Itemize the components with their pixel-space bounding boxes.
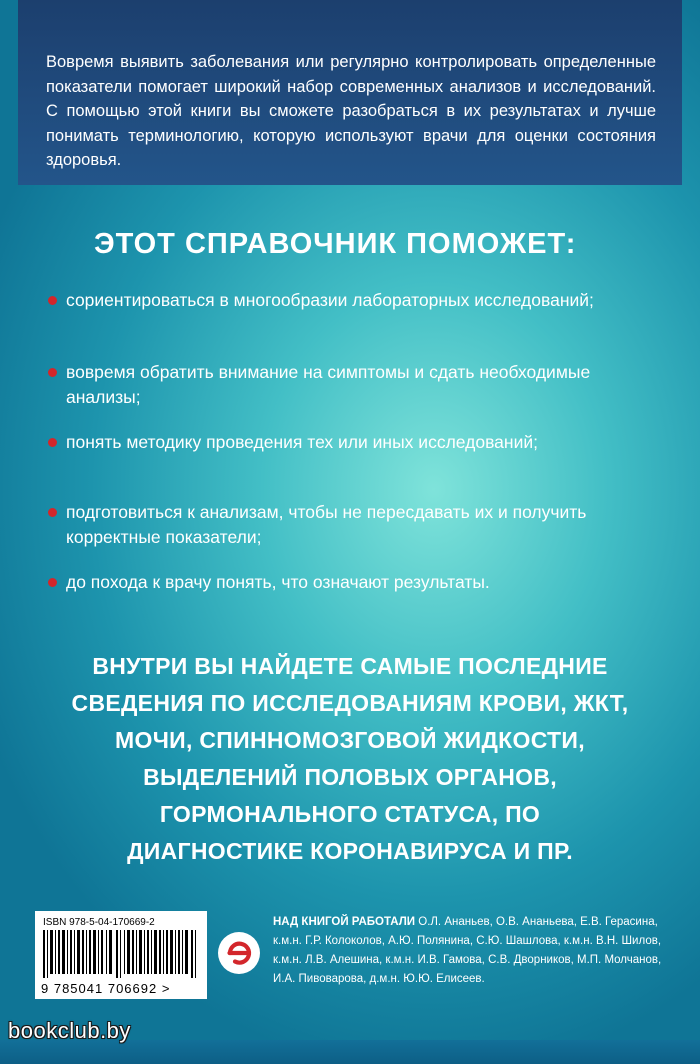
list-item-text: понять методику проведения тех или иных исследований; [66,432,538,452]
red-dot-icon [48,578,57,587]
summary-line: ДИАГНОСТИКЕ КОРОНАВИРУСА И ПР. [127,838,573,864]
credits-label: НАД КНИГОЙ РАБОТАЛИ [273,916,416,928]
barcode-digits: 9 785041 706692 > [41,981,171,996]
credits [273,913,668,989]
list-item-text: сориентироваться в многообразии лабораторных исследований; [66,290,594,310]
watermark: bookclub.by [8,1018,131,1043]
list-item [36,570,656,595]
list-item [36,288,656,313]
list-item [36,360,656,409]
summary-line: ГОРМОНАЛЬНОГО СТАТУСА, ПО [159,801,541,827]
summary-line: ВЫДЕЛЕНИЙ ПОЛОВЫХ ОРГАНОВ, [143,764,557,790]
list-item-text: до похода к врачу понять, что означают результаты. [66,572,490,592]
intro-text: Вовремя выявить заболевания или регулярно контролировать определенные показатели помогает широкий набор современных анализов и исследований. С помощью этой книги вы сможете разобраться в их результатах и лучше понимать терминологию, которую используют врачи для оценки состояния здоровья. [46,53,656,169]
isbn-label: ISBN 978-5-04-170669-2 [43,917,155,928]
summary-line: СВЕДЕНИЯ ПО ИССЛЕДОВАНИЯМ КРОВИ, ЖКТ, [71,690,629,716]
subheading: ЭТОТ СПРАВОЧНИК ПОМОЖЕТ: [94,228,577,260]
eksmo-logo [218,932,260,974]
barcode-bars [43,930,198,978]
credits-names: О.Л. Ананьев, О.В. Ананьева, Е.В. Герасина, к.м.н. Г.Р. Колоколов, А.Ю. Полянина, С.Ю. Шашлова, к.м.н. В.Н. Шилов, к.м.н. Л.В. Алешина, к.м.н. И.В. Гамова, С.В. Дворников, М.П. Молчанов, И.А. Пивоварова, д.м.н. Ю.Ю. Елисеев. [273,916,662,985]
list-item-text: вовремя обратить внимание на симптомы и сдать необходимые анализы; [66,362,591,407]
list-item [36,500,656,549]
summary-block [40,648,660,870]
red-dot-icon [48,438,57,447]
red-dot-icon [48,368,57,377]
barcode [35,911,207,999]
summary-line: МОЧИ, СПИННОМОЗГОВОЙ ЖИДКОСТИ, [115,727,585,753]
list-item-text: подготовиться к анализам, чтобы не пересдавать их и получить корректные показатели; [66,502,587,547]
summary-line: ВНУТРИ ВЫ НАЙДЕТЕ САМЫЕ ПОСЛЕДНИЕ [92,653,608,679]
red-dot-icon [48,508,57,517]
list-item [36,430,656,455]
red-dot-icon [48,296,57,305]
